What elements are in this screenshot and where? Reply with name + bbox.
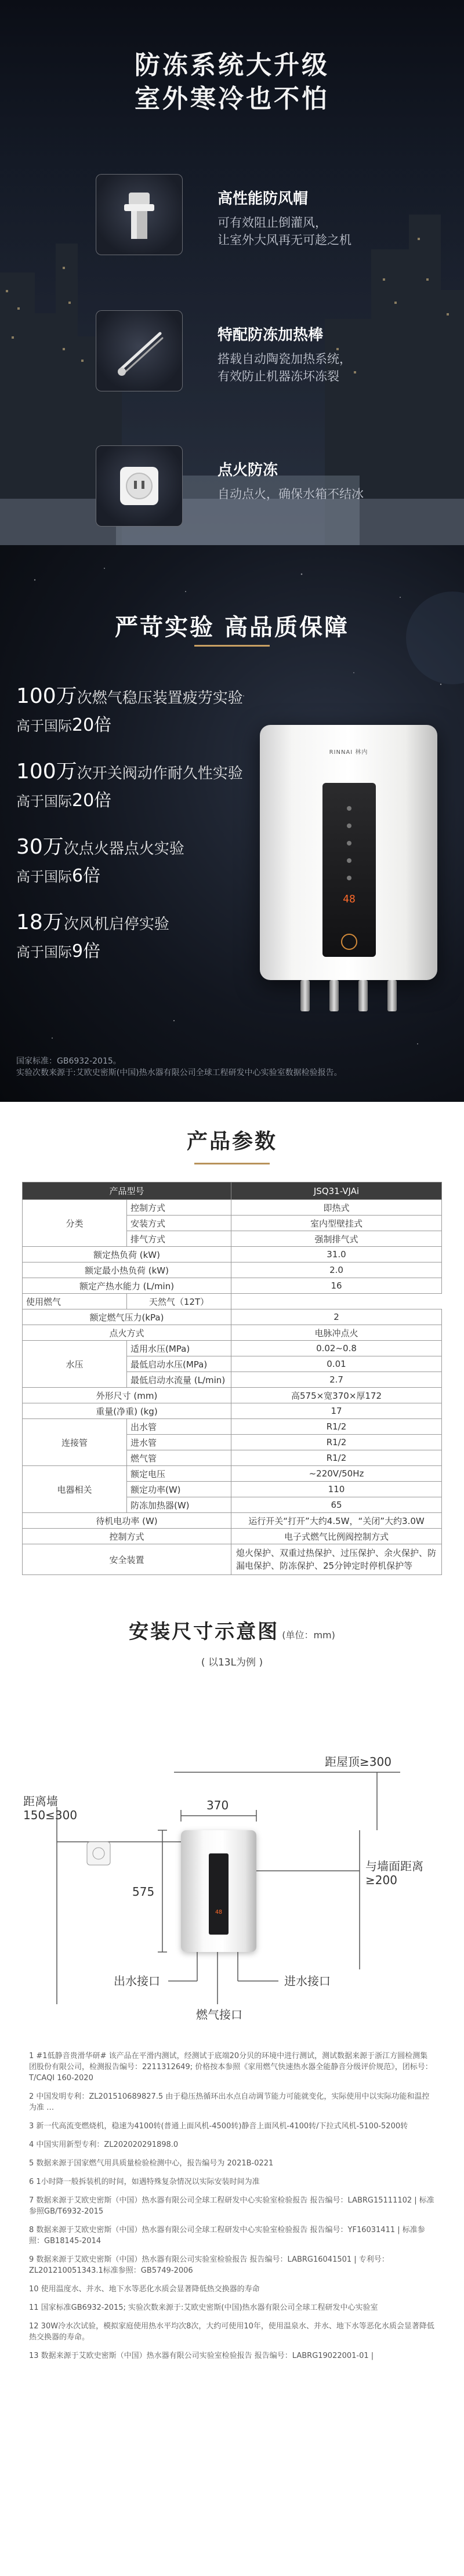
- param-name: 重量(净重) (kg): [23, 1403, 231, 1419]
- footnote-item: 11 国家标准GB6932-2015; 实验次数来源于:艾欧史密斯(中国)热水器有限公司全球工程研发中心实验室: [29, 2303, 378, 2312]
- footnotes-section: [0, 2027, 464, 2492]
- antifreeze-headline: [0, 49, 464, 116]
- param-value: 高575×宽370×厚172: [231, 1388, 442, 1403]
- test-count: 30万: [16, 835, 64, 859]
- wind-cap-icon: [96, 174, 183, 255]
- water-heater-product-image: [260, 725, 437, 980]
- gas-label: 燃气接口: [196, 2008, 242, 2022]
- tests-section: [0, 545, 464, 1102]
- param-value: R1/2: [231, 1435, 442, 1450]
- install-section: [0, 1598, 464, 2027]
- param-name: 额定功率(W): [127, 1482, 231, 1497]
- param-group: 水压: [23, 1341, 127, 1388]
- param-value: 31.0: [231, 1247, 442, 1262]
- test-multiplier: 20倍: [72, 790, 112, 811]
- footnote-item: 3 新一代高流变燃烧机，稳速为4100转(普通上面风机-4500转)静音上面风机-4100转/下拉式风机-5100-5200转: [29, 2122, 408, 2131]
- test-text: 次开关阀动作耐久性实验: [77, 765, 243, 782]
- test-item: [16, 906, 169, 962]
- test-item: [16, 680, 243, 736]
- feature-heating-rod: [96, 310, 420, 397]
- table-row: [23, 1388, 442, 1403]
- param-value: 运行开关“打开”大约4.5W，“关闭”大约3.0W: [231, 1513, 442, 1529]
- param-group: 连接管: [23, 1419, 127, 1466]
- param-value: 电子式燃气比例阀控制方式: [231, 1529, 442, 1544]
- table-row: [23, 1200, 442, 1216]
- antifreeze-title-line1: 防冻系统大升级: [135, 50, 329, 80]
- dim-side-distance: [23, 1794, 77, 1822]
- tests-title: 严苛实验 高品质保障: [115, 614, 349, 641]
- param-name: 额定燃气压力(kPa): [23, 1309, 231, 1325]
- table-header-cell: JSQ31-VJAi: [231, 1182, 442, 1200]
- param-value: 2.0: [231, 1262, 442, 1278]
- test-count: 100万: [16, 760, 77, 783]
- footnote-item: 4 中国实用新型专利：ZL202020291898.0: [29, 2140, 179, 2149]
- param-group: 分类: [23, 1200, 127, 1247]
- table-row: [23, 1247, 442, 1262]
- table-header-row: [23, 1182, 442, 1200]
- test-text: 次燃气稳压装置疲劳实验: [77, 690, 243, 707]
- param-name: 出水管: [127, 1419, 231, 1435]
- table-row: [23, 1544, 442, 1575]
- heater-temperature-display: 48: [343, 893, 356, 905]
- feature-desc-line: 搭载自动陶瓷加热系统，: [217, 352, 351, 366]
- param-value: 强制排气式: [231, 1231, 442, 1247]
- test-multiplier: 20倍: [72, 715, 112, 735]
- params-section: [0, 1102, 464, 1598]
- footnote-item: 7 数据来源于艾欧史密斯（中国）热水器有限公司全球工程研发中心实验室检验报告 报告编号：LABRG15111102 | 标准参照GB/T6932-2015: [29, 2196, 434, 2216]
- feature-desc-line: 可有效阻止倒灌风，: [217, 216, 327, 230]
- install-heater-illustration: [181, 1830, 256, 1952]
- param-value: 2: [231, 1309, 442, 1325]
- feature-title: 高性能防风帽: [217, 190, 309, 208]
- param-name: 控制方式: [23, 1529, 231, 1544]
- test-item: [16, 830, 184, 887]
- feature-title: 点火防冻: [217, 462, 278, 479]
- param-name: 外形尺寸 (mm): [23, 1388, 231, 1403]
- inlet-label: 进水接口: [284, 1974, 331, 1988]
- param-name: 最低启动水流量 (L/min): [127, 1372, 231, 1388]
- test-prefix: 高于国际: [16, 944, 72, 960]
- footnote-item: 9 数据来源于艾欧史密斯（中国）热水器有限公司实验室检验报告 报告编号：LABRG16041501 | 专利号：ZL201210051343.1标准参照：GB5749-2006: [29, 2255, 389, 2275]
- params-table: [22, 1182, 442, 1575]
- params-table-body: [23, 1200, 442, 1575]
- heater-pipes: [289, 980, 411, 1015]
- table-row: [23, 1325, 442, 1341]
- title-underline: [194, 645, 270, 647]
- install-subtitle: ( 以13L为例 ): [201, 1657, 263, 1668]
- feature-desc-line: 有效防止机器冻坏冻裂: [217, 369, 339, 383]
- param-name: 最低启动水压(MPa): [127, 1356, 231, 1372]
- test-count: 18万: [16, 910, 64, 934]
- param-value: 室内型壁挂式: [231, 1216, 442, 1231]
- param-name: 进水管: [127, 1435, 231, 1450]
- param-name: 额定产热水能力 (L/min): [23, 1278, 231, 1294]
- test-text: 次风机启停实验: [63, 916, 169, 933]
- param-value: 电脉冲点火: [231, 1325, 442, 1341]
- title-underline: [194, 1163, 270, 1164]
- feature-ignition: [96, 445, 420, 532]
- heater-power-knob-icon: [341, 934, 357, 950]
- feature-title: 特配防冻加热棒: [217, 326, 324, 344]
- footnote-item: 8 数据来源于艾欧史密斯（中国）热水器有限公司全球工程研发中心实验室检验报告 报告编号：YF16031411 | 标准参照：GB18145-2014: [29, 2226, 425, 2245]
- outlet-label: 出水接口: [114, 1974, 160, 1988]
- feature-desc-line: 让室外大风再无可趁之机: [217, 233, 351, 247]
- param-value: 110: [231, 1482, 442, 1497]
- tests-footnote-line: 国家标准：GB6932-2015。: [16, 1057, 121, 1066]
- test-item: [16, 755, 243, 811]
- param-value: 0.01: [231, 1356, 442, 1372]
- footnote-item: 2 中国发明专利：ZL201510689827.5 由于稳压热循环出水点自动调节能力可能就变化，实际使用中以实际功能和温控为准 …: [29, 2092, 430, 2112]
- test-prefix: 高于国际: [16, 793, 72, 810]
- param-value: 16: [231, 1278, 442, 1294]
- param-name: 燃气管: [127, 1450, 231, 1466]
- param-name: 安全装置: [23, 1544, 231, 1575]
- param-value: 2.7: [231, 1372, 442, 1388]
- heater-control-panel: [322, 783, 376, 957]
- install-unit: (单位：mm): [282, 1630, 335, 1641]
- antifreeze-title-line2: 室外寒冷也不怕: [135, 84, 329, 114]
- footnote-item: 12 30W冷水次试验，模拟家庭使用热水平均次8次，大约可使用10年，使用温泉水、并水、地下水等恶化水质会显著降低热交换器的寿命。: [29, 2322, 434, 2342]
- feature-desc-line: 自动点火，确保水箱不结冰: [217, 487, 364, 501]
- feature-wind-cap: [96, 174, 420, 261]
- param-name: 使用燃气: [23, 1294, 127, 1309]
- param-name: 控制方式: [127, 1200, 231, 1216]
- param-value: 熄火保护、双重过热保护、过压保护、余火保护、防漏电保护、防冻保护、25分钟定时停机保护等: [231, 1544, 442, 1575]
- dim-ground-distance: [365, 1859, 423, 1887]
- test-text: 次点火器点火实验: [63, 840, 184, 858]
- install-title-text: 安装尺寸示意图: [129, 1620, 280, 1643]
- params-title: 产品参数: [186, 1130, 277, 1153]
- footnote-item: 10 使用温度水、并水、地下水等恶化水质会显著降低热交换器的寿命: [29, 2285, 260, 2294]
- footnote-item: 1 #1低静音贵滑华研# 该产品在平滑内测试，经测试于底端20分贝的环境中进行测试，测试数据来源于浙江方圆检测集团股份有限公司，检测报告编号：2211312649; 价格按本参照《家用燃气快速热水器全能静音分级评价规范》，团标号：T/CAQI 160-2020: [29, 2052, 433, 2082]
- dim-width: 370: [206, 1798, 229, 1812]
- param-name: 适用水压(MPa): [127, 1341, 231, 1356]
- param-value: R1/2: [231, 1450, 442, 1466]
- footnote-item: 6 1小时降一般拆装机的时间，如遇特殊复杂情况以实际安装时间为准: [29, 2178, 260, 2186]
- test-prefix: 高于国际: [16, 869, 72, 885]
- heater-temperature-display: 48: [215, 1909, 223, 1915]
- table-row: [23, 1419, 442, 1435]
- table-row: [23, 1262, 442, 1278]
- table-row: [23, 1294, 442, 1309]
- table-row: [23, 1341, 442, 1356]
- param-name: 防冻加热器(W): [127, 1497, 231, 1513]
- test-multiplier: 6倍: [72, 866, 101, 886]
- param-name: 点火方式: [23, 1325, 231, 1341]
- param-name: 安装方式: [127, 1216, 231, 1231]
- param-name: 待机电功率 (W): [23, 1513, 231, 1529]
- dim-height: 575: [132, 1885, 155, 1899]
- param-value: 天然气（12T）: [127, 1294, 231, 1309]
- dim-top-distance: 距屋顶≥300: [325, 1755, 392, 1769]
- tests-footnote-line: 实验次数来源于:艾欧史密斯(中国)热水器有限公司全球工程研发中心实验室数据检验报告。: [16, 1068, 342, 1077]
- footnote-item: 13 数据来源于艾欧史密斯（中国）热水器有限公司实验室检验报告 报告编号：LABRG19022001-01 |: [29, 2352, 374, 2360]
- param-value: ~220V/50Hz: [231, 1466, 442, 1482]
- table-row: [23, 1529, 442, 1544]
- heating-rod-icon: [96, 310, 183, 391]
- dim-value: 150≤300: [23, 1808, 78, 1822]
- table-row: [23, 1513, 442, 1529]
- param-group: 电器相关: [23, 1466, 127, 1513]
- table-row: [23, 1466, 442, 1482]
- param-value: 65: [231, 1497, 442, 1513]
- heater-brand-label: RINNAI 林内: [329, 749, 368, 756]
- param-value: 即热式: [231, 1200, 442, 1216]
- ignition-socket-icon: [96, 445, 183, 527]
- param-name: 额定热负荷 (kW): [23, 1247, 231, 1262]
- dim-value: ≥200: [365, 1873, 397, 1887]
- footnotes-list: [29, 2051, 435, 2361]
- table-row: [23, 1309, 442, 1325]
- table-row: [23, 1403, 442, 1419]
- param-value: R1/2: [231, 1419, 442, 1435]
- table-row: [23, 1278, 442, 1294]
- dim-label: 距离墙: [23, 1794, 58, 1808]
- param-value: 0.02~0.8: [231, 1341, 442, 1356]
- tests-footnote: [16, 1055, 342, 1079]
- antifreeze-section: [0, 0, 464, 545]
- test-count: 100万: [16, 684, 77, 708]
- footnote-item: 5 数据来源于国家燃气用具质量检验检测中心，报告编号为 2021B-0221: [29, 2159, 274, 2168]
- dim-label: 与墙面距离: [365, 1859, 423, 1873]
- param-value: 17: [231, 1403, 442, 1419]
- table-header-cell: 产品型号: [23, 1182, 231, 1200]
- param-name: 额定电压: [127, 1466, 231, 1482]
- param-name: 额定最小热负荷 (kW): [23, 1262, 231, 1278]
- test-multiplier: 9倍: [72, 941, 101, 962]
- test-prefix: 高于国际: [16, 718, 72, 734]
- param-name: 排气方式: [127, 1231, 231, 1247]
